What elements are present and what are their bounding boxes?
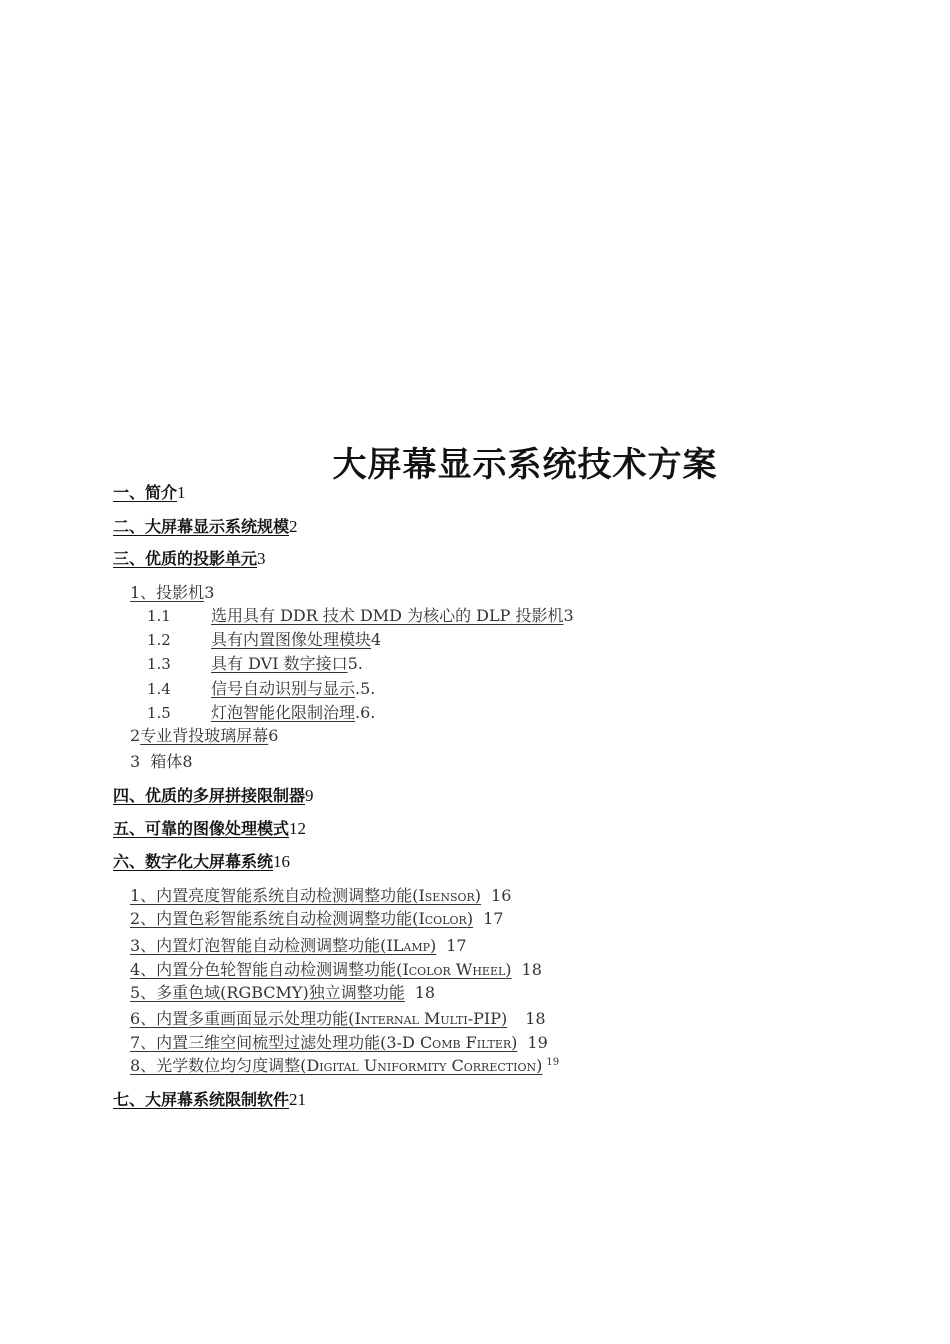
toc-feature-7[interactable] (130, 1030, 548, 1053)
toc-page-number: 18 (525, 1009, 546, 1028)
toc-subsection-number: 2 (130, 726, 141, 745)
toc-page-number: 19 (546, 1057, 560, 1068)
toc-feature-close: ) (430, 936, 437, 955)
toc-subsection-screen[interactable] (130, 723, 278, 746)
toc-feature-label: 5、多重色域(RGBCMY)独立调整功能 (130, 983, 405, 1002)
toc-page-number: .6. (355, 703, 376, 722)
toc-page-number: 3 (563, 606, 574, 625)
toc-feature-label: 4、内置分色轮智能自动检测调整功能( (130, 960, 403, 979)
toc-section-5[interactable] (113, 816, 306, 839)
toc-feature-close: ) (536, 1056, 543, 1075)
toc-item-number: 1.5 (147, 704, 171, 722)
toc-page-number: 16 (491, 886, 512, 905)
toc-page-number: 6 (268, 726, 279, 745)
toc-page-number: 21 (289, 1090, 307, 1109)
toc-item-label: 信号自动识别与显示 (211, 679, 356, 698)
toc-feature-label: 2、内置色彩智能系统自动检测调整功能( (130, 909, 419, 928)
toc-feature-term: ILamp (386, 936, 430, 955)
toc-section-7[interactable] (113, 1087, 306, 1110)
toc-item-1-4[interactable] (147, 676, 375, 699)
toc-item-number: 1.4 (147, 680, 171, 698)
toc-section-label: 七、大屏幕系统限制软件 (113, 1090, 290, 1109)
toc-feature-term: Icolor Wheel (402, 960, 506, 979)
toc-section-label: 一、简介 (113, 483, 178, 502)
toc-section-6[interactable] (113, 849, 290, 872)
toc-section-3[interactable] (113, 546, 266, 569)
toc-feature-3[interactable] (130, 933, 467, 956)
toc-subsection-cabinet[interactable] (130, 749, 193, 772)
toc-feature-term: Isensor (418, 886, 475, 905)
toc-item-number: 1.2 (147, 631, 171, 649)
toc-item-label: 选用具有 DDR 技术 DMD 为核心的 DLP 投影机 (211, 606, 564, 625)
toc-subsection-label: 专业背投玻璃屏幕 (140, 726, 269, 745)
toc-feature-term: Internal Multi-PIP (354, 1009, 501, 1028)
toc-subsection-projector[interactable] (130, 580, 214, 603)
toc-feature-close: ) (501, 1009, 508, 1028)
toc-item-1-3[interactable] (147, 651, 363, 674)
toc-feature-term: Digital Uniformity Correction (306, 1056, 537, 1075)
toc-feature-6[interactable] (130, 1006, 546, 1029)
toc-item-1-2[interactable] (147, 627, 381, 650)
toc-feature-label: 6、内置多重画面显示处理功能( (130, 1009, 355, 1028)
toc-page-number: 17 (446, 936, 467, 955)
toc-page-number: 19 (527, 1033, 548, 1052)
toc-feature-close: ) (511, 1033, 518, 1052)
toc-feature-label: 3、内置灯泡智能自动检测调整功能( (130, 936, 387, 955)
toc-page-number: 16 (273, 852, 291, 871)
toc-page-number: .5. (355, 679, 376, 698)
toc-page-number: 2 (289, 517, 298, 536)
toc-item-1-1[interactable] (147, 603, 574, 626)
toc-page-number: 5. (347, 654, 363, 673)
toc-section-label: 四、优质的多屏拼接限制器 (113, 786, 306, 805)
toc-subsection-label: 1、投影机 (130, 583, 205, 602)
toc-page-number: 4 (371, 630, 382, 649)
toc-section-4[interactable] (113, 783, 314, 806)
toc-page-number: 3 (257, 549, 266, 568)
toc-feature-close: ) (466, 909, 474, 928)
toc-section-label: 三、优质的投影单元 (113, 549, 258, 568)
page-title: 大屏幕显示系统技术方案 (332, 445, 718, 485)
toc-item-label: 具有 DVI 数字接口 (211, 654, 348, 673)
toc-section-label: 六、数字化大屏幕系统 (113, 852, 274, 871)
toc-page-number: 12 (289, 819, 307, 838)
toc-feature-close: ) (474, 886, 482, 905)
toc-feature-term: Comb Filter (419, 1033, 512, 1052)
toc-item-label: 具有内置图像处理模块 (211, 630, 372, 649)
toc-feature-1[interactable] (130, 883, 511, 906)
toc-feature-label: 7、内置三维空间梳型过滤处理功能(3-D (130, 1033, 420, 1052)
toc-item-number: 1.1 (147, 607, 171, 625)
toc-feature-5[interactable] (130, 980, 435, 1003)
toc-item-number: 1.3 (147, 655, 171, 673)
toc-feature-term: Icolor (418, 909, 467, 928)
toc-page-number: 18 (414, 983, 436, 1002)
toc-page-number: 8 (182, 752, 193, 771)
toc-page-number: 9 (305, 786, 314, 805)
toc-feature-8[interactable] (130, 1053, 559, 1076)
toc-page-number: 17 (483, 909, 504, 928)
toc-section-1[interactable] (113, 480, 186, 503)
toc-feature-4[interactable] (130, 957, 542, 980)
toc-feature-label: 1、内置亮度智能系统自动检测调整功能( (130, 886, 419, 905)
toc-section-2[interactable] (113, 514, 298, 537)
toc-section-label: 二、大屏幕显示系统规模 (113, 517, 290, 536)
toc-feature-close: ) (505, 960, 512, 979)
toc-page-number: 1 (177, 483, 186, 502)
toc-feature-2[interactable] (130, 906, 503, 929)
toc-feature-label: 8、光学数位均匀度调整( (130, 1056, 307, 1075)
toc-item-label: 灯泡智能化限制治理 (211, 703, 356, 722)
toc-section-label: 五、可靠的图像处理模式 (113, 819, 290, 838)
toc-page-number: 3 (204, 583, 215, 602)
toc-item-1-5[interactable] (147, 700, 375, 723)
toc-page-number: 18 (521, 960, 542, 979)
toc-subsection-label: 3 箱体 (130, 752, 183, 771)
